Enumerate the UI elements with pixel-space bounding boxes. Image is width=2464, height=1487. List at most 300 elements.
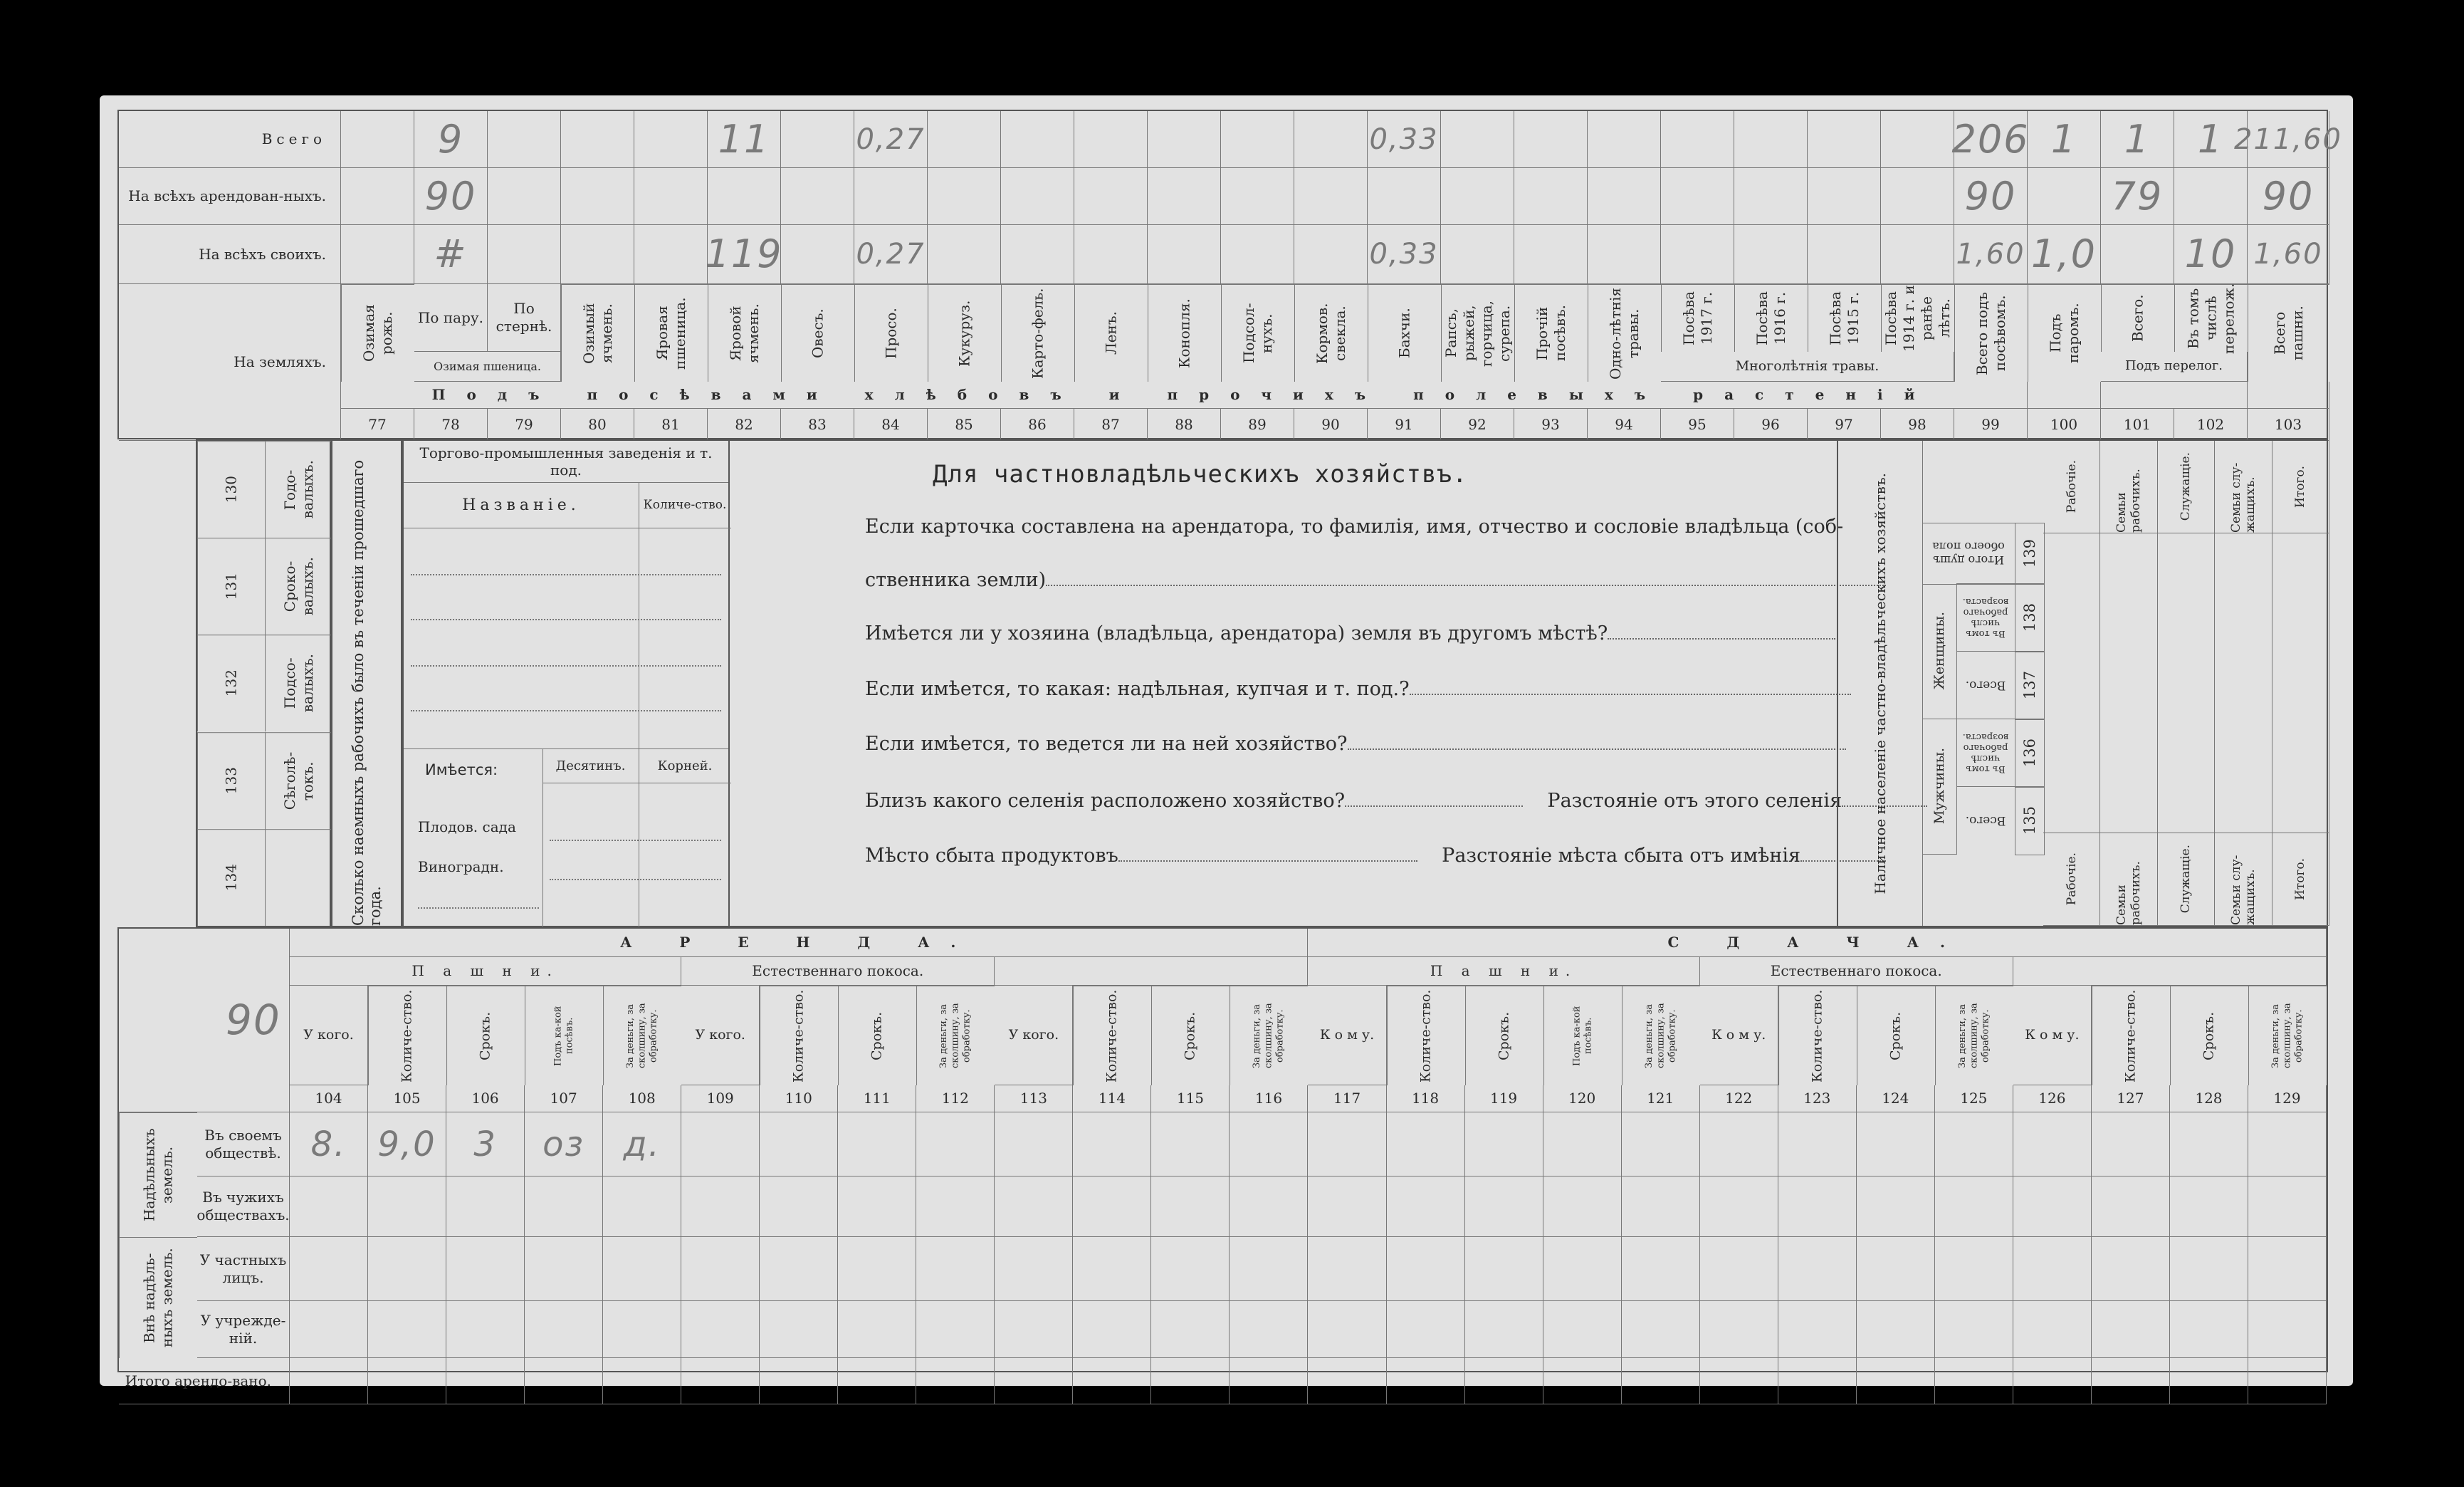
header-srok: Срокъ. bbox=[1887, 1011, 1904, 1060]
handwritten-value: 9,0 bbox=[377, 1124, 436, 1164]
lease-cell bbox=[1387, 1237, 1465, 1301]
col-number: 107 bbox=[525, 1085, 603, 1112]
col-number: 79 bbox=[488, 409, 561, 441]
handwritten-value: 0,33 bbox=[1369, 122, 1439, 156]
lease-cell bbox=[681, 1112, 760, 1176]
sdacha-pokos: Естественнаго покоса. bbox=[1700, 957, 2013, 986]
women-total: Всего. bbox=[1956, 651, 2015, 719]
lease-cell bbox=[525, 1358, 603, 1404]
livestock-num: 130 bbox=[197, 441, 265, 538]
category-label: Рабочіе. bbox=[2064, 460, 2079, 513]
row-private-persons: У частныхъ лицъ. bbox=[197, 1237, 290, 1301]
row-own-society: Въ своемъ обществѣ. bbox=[197, 1112, 290, 1176]
header-kolichestvo: Количе-ство. bbox=[399, 989, 415, 1082]
lease-cell bbox=[1073, 1176, 1151, 1237]
mnogoletnie-group: Многолѣтнія травы. bbox=[1661, 352, 1954, 382]
lease-cell bbox=[760, 1237, 838, 1301]
col-number: 86 bbox=[1001, 409, 1074, 441]
col-number: 82 bbox=[708, 409, 781, 441]
crop-cell bbox=[634, 225, 708, 284]
livestock-table bbox=[196, 439, 331, 927]
lease-cell bbox=[995, 1112, 1073, 1176]
category-label: Служащіе. bbox=[2179, 845, 2193, 914]
arenda-header: А Р Е Н Д А. bbox=[290, 929, 1308, 957]
lease-cell bbox=[1857, 1112, 1935, 1176]
col-header bbox=[603, 986, 681, 1085]
col-number: 103 bbox=[2248, 409, 2329, 441]
handwritten-value: 1 bbox=[2050, 116, 2077, 162]
lease-cell bbox=[603, 1176, 681, 1237]
crop-cell bbox=[1221, 111, 1294, 168]
korney-header: Корней. bbox=[639, 748, 731, 783]
livestock-num: 132 bbox=[197, 635, 265, 731]
lease-cell bbox=[1857, 1301, 1935, 1358]
lease-cell bbox=[446, 1112, 525, 1176]
col-number: 119 bbox=[1465, 1085, 1543, 1112]
crop-cell bbox=[1514, 168, 1588, 225]
category-label: Служащіе. bbox=[2179, 452, 2193, 521]
banner-blank bbox=[2248, 382, 2329, 409]
header-u_kogo: У кого. bbox=[1008, 1026, 1059, 1043]
col-number: 84 bbox=[854, 409, 928, 441]
lease-cell bbox=[1935, 1112, 2013, 1176]
col-header: Посѣва 1917 г. bbox=[1661, 284, 1734, 352]
corner-handwritten: 90 bbox=[226, 996, 281, 1045]
col-header bbox=[838, 986, 916, 1085]
lease-cell bbox=[1387, 1176, 1465, 1237]
lease-cell bbox=[2248, 1176, 2327, 1237]
category-label: Семьи слу-жащихъ. bbox=[2228, 462, 2258, 533]
lease-cell bbox=[1151, 1301, 1230, 1358]
livestock-label: Сѣголѣ-токъ. bbox=[265, 732, 332, 829]
col-number: 112 bbox=[916, 1085, 995, 1112]
handwritten-value: 1 bbox=[2197, 116, 2224, 162]
lease-cell bbox=[2170, 1112, 2248, 1176]
crop-cell bbox=[1588, 168, 1661, 225]
women-label: Женщины. bbox=[1931, 612, 1947, 690]
lease-cell bbox=[1543, 1112, 1622, 1176]
lease-cell bbox=[446, 1301, 525, 1358]
banner-blank bbox=[2028, 382, 2101, 409]
crop-cell bbox=[2101, 168, 2174, 225]
col-header: Рапсъ, рыжей, горчица, сурепа. bbox=[1441, 284, 1514, 382]
col-header: Конопля. bbox=[1148, 284, 1221, 382]
header-kolichestvo: Количе-ство. bbox=[1104, 989, 1121, 1082]
lease-cell bbox=[1857, 1358, 1935, 1404]
col-number: 92 bbox=[1441, 409, 1514, 441]
category-label: Рабочіе. bbox=[2064, 852, 2079, 906]
lease-cell bbox=[1857, 1237, 1935, 1301]
category-header-bottom bbox=[2100, 833, 2157, 926]
lease-cell bbox=[2092, 1176, 2170, 1237]
header-srok: Срокъ. bbox=[869, 1011, 885, 1060]
lease-cell bbox=[1151, 1112, 1230, 1176]
category-label: Семьи слу-жащихъ. bbox=[2228, 855, 2258, 925]
col-number: 127 bbox=[2092, 1085, 2170, 1112]
col-number: 83 bbox=[781, 409, 854, 441]
col-number: 77 bbox=[341, 409, 414, 441]
lease-cell bbox=[1308, 1112, 1386, 1176]
col-number: 85 bbox=[928, 409, 1001, 441]
lease-cell bbox=[760, 1112, 838, 1176]
handwritten-value: 10 bbox=[2184, 231, 2237, 277]
crop-cell bbox=[854, 168, 928, 225]
category-header-top bbox=[2272, 441, 2329, 533]
col-header bbox=[1073, 986, 1151, 1085]
lease-cell bbox=[2170, 1358, 2248, 1404]
crop-cell bbox=[708, 168, 781, 225]
crop-cell bbox=[928, 111, 1001, 168]
livestock-num: 131 bbox=[197, 538, 265, 635]
crop-cell bbox=[561, 168, 634, 225]
crop-cell bbox=[1734, 111, 1808, 168]
crop-cell bbox=[341, 111, 414, 168]
population-block bbox=[1837, 439, 2328, 927]
livestock-label: Сроко-валыхъ. bbox=[265, 538, 332, 635]
col-number: 125 bbox=[1935, 1085, 2013, 1112]
lease-cell bbox=[1700, 1112, 1778, 1176]
lease-cell bbox=[446, 1176, 525, 1237]
crop-cell bbox=[781, 168, 854, 225]
men-total: Всего. bbox=[1956, 786, 2015, 855]
crop-cell bbox=[634, 111, 708, 168]
lease-cell bbox=[1778, 1237, 1857, 1301]
col-number: 108 bbox=[603, 1085, 681, 1112]
trade-title: Торгово-промышленныя заведенія и т. под. bbox=[404, 441, 728, 483]
header-srok: Срокъ. bbox=[2201, 1011, 2217, 1060]
lease-cell bbox=[1543, 1237, 1622, 1301]
col-number: 88 bbox=[1148, 409, 1221, 441]
lease-cell bbox=[525, 1237, 603, 1301]
header-komu: К о м у. bbox=[2025, 1026, 2080, 1043]
lease-cell bbox=[1230, 1301, 1308, 1358]
col-header: Прочій посѣвъ. bbox=[1514, 284, 1588, 382]
col-number: 101 bbox=[2101, 409, 2174, 441]
lease-cell bbox=[1151, 1237, 1230, 1301]
crop-cell bbox=[414, 168, 488, 225]
crop-cell bbox=[634, 168, 708, 225]
lease-cell bbox=[1778, 1301, 1857, 1358]
col-header bbox=[525, 986, 603, 1085]
handwritten-value: 1,0 bbox=[2031, 231, 2097, 277]
header-komu: К о м у. bbox=[1711, 1026, 1766, 1043]
lease-cell bbox=[1151, 1358, 1230, 1404]
hired-workers-question: Сколько наемныхъ рабочихъ было въ теченіи прошедшаго года. bbox=[350, 459, 384, 926]
handwritten-value: 90 bbox=[2262, 173, 2314, 219]
header-za_dengi: За деньги, за сколшину, за обработку. bbox=[1956, 1003, 1991, 1069]
lease-cell bbox=[838, 1112, 916, 1176]
hired-workers-cell bbox=[331, 439, 402, 927]
vne-nadel-group: Внѣ надѣль-ныхъ земель. bbox=[119, 1237, 197, 1358]
lease-cell bbox=[290, 1112, 368, 1176]
category-header-top bbox=[2215, 441, 2272, 533]
crop-cell bbox=[1074, 111, 1148, 168]
handwritten-value: оз bbox=[542, 1124, 585, 1164]
arenda-other bbox=[995, 957, 1308, 986]
lease-cell bbox=[2170, 1176, 2248, 1237]
col-number: 123 bbox=[1778, 1085, 1857, 1112]
crop-cell bbox=[1881, 111, 1954, 168]
crop-cell bbox=[488, 225, 561, 284]
ozimaya-pshenitsa-group: Озимая пшеница. bbox=[414, 352, 561, 382]
col-header bbox=[2248, 986, 2327, 1085]
livestock-label bbox=[265, 829, 332, 926]
crop-cell bbox=[341, 168, 414, 225]
col-header: Посѣва 1914 г. и ранѣе лѣтъ. bbox=[1882, 285, 1953, 352]
lease-cell bbox=[2170, 1237, 2248, 1301]
col-number: 115 bbox=[1151, 1085, 1230, 1112]
category-label: Семьи рабочихъ. bbox=[2114, 861, 2144, 925]
lease-cell bbox=[1073, 1358, 1151, 1404]
crop-cell bbox=[1294, 168, 1368, 225]
header-za_dengi: За деньги, за сколшину, за обработку. bbox=[1643, 1003, 1678, 1069]
handwritten-value: 119 bbox=[705, 231, 783, 277]
crop-cell bbox=[1661, 111, 1734, 168]
category-header-top bbox=[2043, 441, 2100, 533]
crop-cell bbox=[561, 225, 634, 284]
crop-cell bbox=[1954, 168, 2028, 225]
col-136: 136 bbox=[2021, 739, 2038, 768]
category-cell bbox=[2043, 533, 2100, 833]
crop-cell bbox=[1514, 111, 1588, 168]
col-header: Бахчи. bbox=[1368, 284, 1441, 382]
lease-cell bbox=[2170, 1301, 2248, 1358]
lease-cell bbox=[2013, 1301, 2092, 1358]
lease-cell bbox=[916, 1112, 995, 1176]
col-139: 139 bbox=[2021, 539, 2038, 568]
trade-name-header: Названіе. bbox=[404, 482, 639, 528]
col-header: Кормов. свекла. bbox=[1294, 284, 1368, 382]
lease-cell bbox=[1778, 1358, 1857, 1404]
col-header bbox=[446, 986, 525, 1085]
col-header: Яровая пшеница. bbox=[634, 284, 708, 382]
banner-blank bbox=[2101, 382, 2248, 409]
handwritten-value: 0,27 bbox=[856, 238, 926, 271]
col-number: 117 bbox=[1308, 1085, 1386, 1112]
lease-cell bbox=[2092, 1358, 2170, 1404]
lease-cell bbox=[681, 1176, 760, 1237]
category-header-bottom bbox=[2272, 833, 2329, 926]
crop-cell bbox=[2101, 225, 2174, 284]
col-number: 109 bbox=[681, 1085, 760, 1112]
crop-cell bbox=[1221, 225, 1294, 284]
col-number: 87 bbox=[1074, 409, 1148, 441]
lease-cell bbox=[1465, 1301, 1543, 1358]
crop-cell bbox=[2248, 168, 2329, 225]
lease-cell bbox=[1230, 1112, 1308, 1176]
men-working-age: Въ томъ числѣ рабочаго возраста. bbox=[1956, 719, 2015, 787]
category-header-bottom bbox=[2158, 833, 2215, 926]
lease-cell bbox=[838, 1301, 916, 1358]
header-kolichestvo: Количе-ство. bbox=[1809, 989, 1825, 1082]
handwritten-value: д. bbox=[623, 1124, 661, 1164]
col-number: 96 bbox=[1734, 409, 1808, 441]
category-cell bbox=[2272, 533, 2329, 833]
col-header bbox=[1543, 986, 1622, 1085]
lease-cell bbox=[838, 1176, 916, 1237]
arenda-pashni: П а ш н и. bbox=[290, 957, 681, 986]
crop-cell bbox=[1734, 225, 1808, 284]
row-institutions: У учрежде-ній. bbox=[197, 1301, 290, 1358]
lease-cell bbox=[1308, 1301, 1386, 1358]
sdacha-other bbox=[2013, 957, 2327, 986]
col-header: Въ томъ числѣ перелож. bbox=[2174, 284, 2248, 352]
col-number: 122 bbox=[1700, 1085, 1778, 1112]
population-title: Наличное населеніе частно-владѣльческихъ хозяйствъ. bbox=[1872, 472, 1889, 894]
vineyard-label: Виноградн. bbox=[418, 858, 504, 875]
lease-cell bbox=[1387, 1112, 1465, 1176]
handwritten-value: 0,33 bbox=[1369, 238, 1439, 271]
crop-cell bbox=[781, 225, 854, 284]
crop-cell bbox=[705, 225, 783, 284]
col-number: 102 bbox=[2174, 409, 2248, 441]
lease-cell bbox=[2248, 1237, 2327, 1301]
header-u_kogo: У кого. bbox=[303, 1026, 354, 1043]
lease-cell bbox=[995, 1237, 1073, 1301]
handwritten-value: 90 bbox=[424, 173, 477, 219]
header-za_dengi: За деньги, за сколшину, за обработку. bbox=[2270, 1003, 2305, 1069]
arenda-pokos: Естественнаго покоса. bbox=[681, 957, 995, 986]
col-header: Подсол-нухъ. bbox=[1221, 284, 1294, 382]
crop-cell bbox=[561, 111, 634, 168]
col-number: 110 bbox=[760, 1085, 838, 1112]
row-other-societies: Въ чужихъ обществахъ. bbox=[197, 1176, 290, 1237]
col-header bbox=[1230, 986, 1308, 1085]
handwritten-value: 3 bbox=[473, 1124, 497, 1164]
lease-cell bbox=[1465, 1358, 1543, 1404]
col-header bbox=[1151, 986, 1230, 1085]
question-market: Мѣсто сбыта продуктовъ bbox=[865, 845, 1118, 867]
col-number: 129 bbox=[2248, 1085, 2327, 1112]
crop-cell bbox=[1074, 225, 1148, 284]
handwritten-value: 90 bbox=[1964, 173, 2017, 219]
col-number: 81 bbox=[634, 409, 708, 441]
lease-cell bbox=[368, 1176, 446, 1237]
category-label: Итого. bbox=[2293, 465, 2308, 508]
col-number: 121 bbox=[1622, 1085, 1700, 1112]
lease-cell bbox=[2092, 1237, 2170, 1301]
lease-cell bbox=[1073, 1301, 1151, 1358]
col-header bbox=[681, 986, 760, 1085]
lease-cell bbox=[1543, 1176, 1622, 1237]
lease-cell bbox=[2092, 1301, 2170, 1358]
lease-cell bbox=[1151, 1176, 1230, 1237]
crop-cell bbox=[2248, 225, 2329, 284]
col-header: Всего. bbox=[2101, 284, 2174, 352]
category-header-top bbox=[2158, 441, 2215, 533]
col-header: Ленъ. bbox=[1074, 284, 1148, 382]
handwritten-value: 0,27 bbox=[856, 122, 926, 156]
crop-cell bbox=[1368, 111, 1441, 168]
row-label-total: Всего bbox=[119, 111, 341, 168]
category-cell bbox=[2215, 533, 2272, 833]
col-header bbox=[1857, 986, 1935, 1085]
crop-cell bbox=[1661, 225, 1734, 284]
col-header: Подъ паромъ. bbox=[2028, 284, 2101, 382]
col-number: 114 bbox=[1073, 1085, 1151, 1112]
header-pod_kakoy: Подъ ка-кой посѣвъ. bbox=[552, 1006, 575, 1066]
lease-cell bbox=[1700, 1358, 1778, 1404]
col-number: 91 bbox=[1368, 409, 1441, 441]
col-number: 113 bbox=[995, 1085, 1073, 1112]
crop-cell bbox=[1661, 168, 1734, 225]
lease-cell bbox=[2013, 1176, 2092, 1237]
question-land-type: Если имѣется, то какая: надѣльная, купчая и т. под.? bbox=[865, 678, 1410, 700]
lease-cell bbox=[1622, 1358, 1700, 1404]
col-number: 78 bbox=[414, 409, 488, 441]
col-header bbox=[1387, 986, 1465, 1085]
handwritten-value: 9 bbox=[437, 116, 464, 162]
lease-cell bbox=[760, 1301, 838, 1358]
crop-cell bbox=[2028, 225, 2101, 284]
col-header bbox=[1308, 986, 1386, 1085]
col-number: 105 bbox=[368, 1085, 446, 1112]
lease-cell bbox=[1622, 1301, 1700, 1358]
trade-has-label: Имѣется: bbox=[425, 761, 498, 778]
col-number: 99 bbox=[1954, 409, 2028, 441]
trade-establishments bbox=[402, 439, 730, 927]
lease-cell bbox=[1465, 1112, 1543, 1176]
crop-cell bbox=[341, 225, 414, 284]
lease-cell bbox=[603, 1237, 681, 1301]
category-header-bottom bbox=[2043, 833, 2100, 926]
lease-cell bbox=[1230, 1237, 1308, 1301]
col-header bbox=[1778, 986, 1857, 1085]
blank-cell bbox=[119, 409, 341, 441]
lease-cell bbox=[2013, 1358, 2092, 1404]
question-market-distance: Разстояніе мѣста сбыта отъ имѣнія bbox=[1442, 845, 1801, 867]
crop-table bbox=[117, 110, 2342, 439]
crop-cell bbox=[1441, 225, 1514, 284]
header-srok: Срокъ. bbox=[1183, 1011, 1199, 1060]
header-kolichestvo: Количе-ство. bbox=[2122, 989, 2139, 1082]
category-cell bbox=[2158, 533, 2215, 833]
col-header: Карто-фель. bbox=[1001, 284, 1074, 382]
col-135: 135 bbox=[2021, 806, 2038, 835]
crop-cell bbox=[1808, 168, 1881, 225]
lease-cell bbox=[290, 1176, 368, 1237]
crop-cell bbox=[781, 111, 854, 168]
col-number: 111 bbox=[838, 1085, 916, 1112]
crop-cell bbox=[1368, 168, 1441, 225]
lease-cell bbox=[2248, 1301, 2327, 1358]
handwritten-value: 11 bbox=[718, 116, 770, 162]
col-number: 126 bbox=[2013, 1085, 2092, 1112]
crop-cell bbox=[1148, 168, 1221, 225]
category-label: Итого. bbox=[2293, 857, 2308, 900]
col-number: 118 bbox=[1387, 1085, 1465, 1112]
handwritten-value: # bbox=[434, 231, 468, 277]
lease-cell bbox=[681, 1358, 760, 1404]
col-header: Одно-лѣтнія травы. bbox=[1588, 284, 1661, 382]
lease-cell bbox=[1622, 1237, 1700, 1301]
lease-cell bbox=[446, 1237, 525, 1301]
crop-cell bbox=[708, 111, 781, 168]
lease-cell bbox=[1387, 1358, 1465, 1404]
lease-cell bbox=[2013, 1237, 2092, 1301]
livestock-num: 133 bbox=[197, 732, 265, 829]
col-header bbox=[2013, 986, 2092, 1085]
col-number: 80 bbox=[561, 409, 634, 441]
lease-cell bbox=[916, 1237, 995, 1301]
lease-cell bbox=[290, 1301, 368, 1358]
col-header: Озимая рожь. bbox=[341, 284, 414, 382]
lease-cell bbox=[525, 1112, 603, 1176]
lease-cell bbox=[838, 1237, 916, 1301]
col-header bbox=[1622, 986, 1700, 1085]
crop-cell bbox=[1001, 111, 1074, 168]
handwritten-value: 1 bbox=[2124, 116, 2151, 162]
